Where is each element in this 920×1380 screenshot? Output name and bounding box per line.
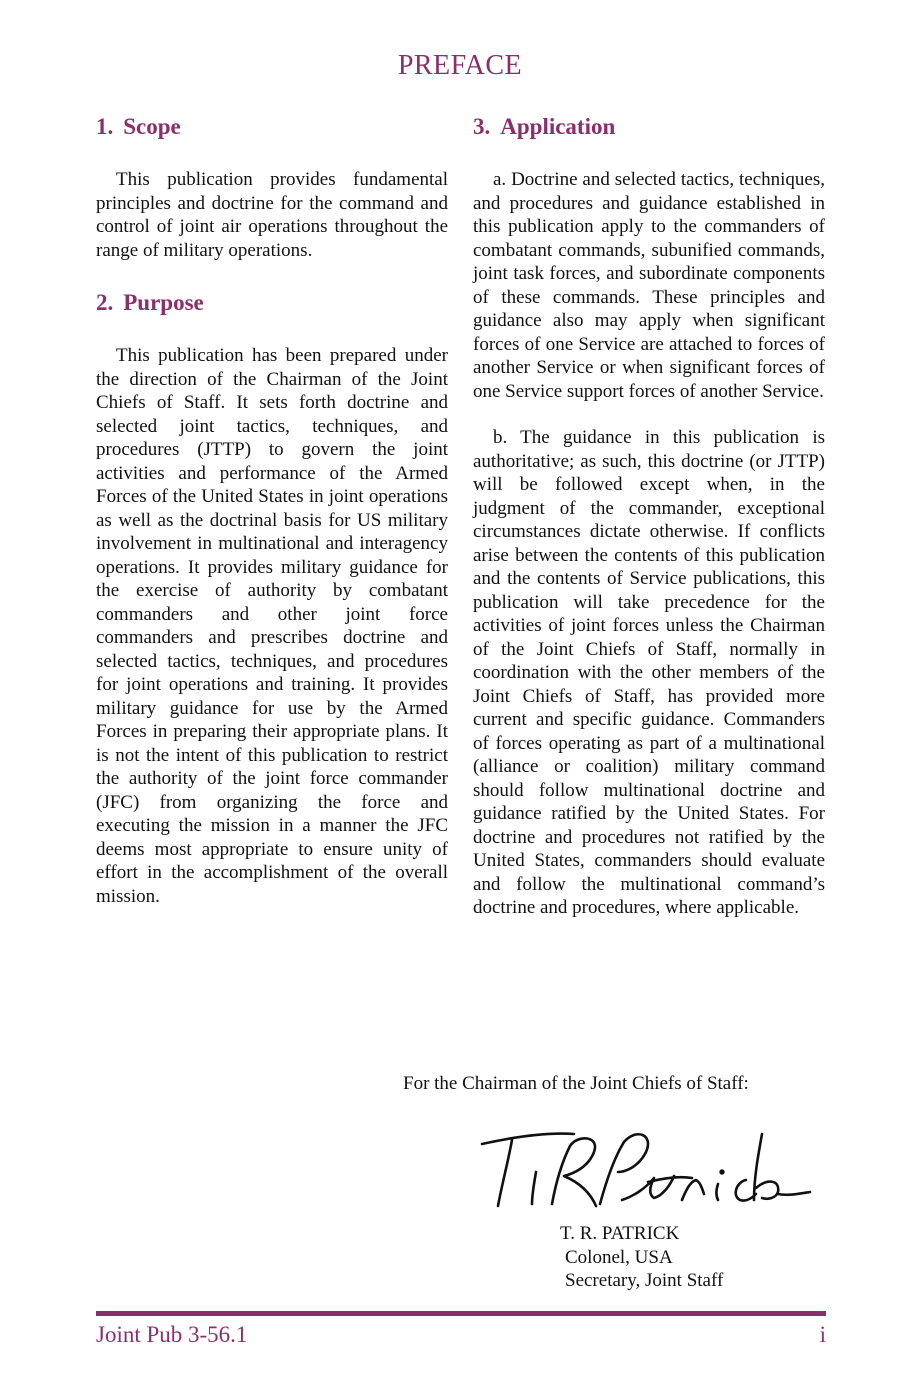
scope-paragraph: This publication provides fundamental principles and doctrine for the command and control of joint air operations throughout the range of military operations. <box>96 169 448 261</box>
signer-name: T. R. PATRICK <box>560 1223 680 1244</box>
application-paragraph-b: b. The guidance in this publication is authoritative; as such, this doctrine (or JTTP) will be followed except when, in the judgment of the commander, exceptional circumstances dictate otherwise. If conflicts arise between the contents of this publication and the contents of Service publications, this publication will take precedence for the activities of joint forces unless the Chairman of the Joint Chiefs of Staff, normally in coordination with the other members of the Joint Chiefs of Staff, has provided more current and specific guidance. Commanders of forces operating as part of a multinational (alliance or coalition) military command should follow multinational doctrine and guidance ratified by the United States. For doctrine and procedures not ratified by the United States, commanders should evaluate and follow the multinational command’s doctrine and procedures, where applicable. <box>473 427 825 918</box>
signature-image <box>478 1122 813 1214</box>
footer-page-number: i <box>819 1322 826 1347</box>
scope-number: 1. <box>96 114 114 139</box>
purpose-number: 2. <box>96 290 114 315</box>
purpose-heading <box>96 288 448 318</box>
application-heading <box>473 112 825 142</box>
footer-divider <box>96 1311 826 1316</box>
signature-intro: For the Chairman of the Joint Chiefs of Staff: <box>403 1073 749 1094</box>
purpose-paragraph: This publication has been prepared under the direction of the Chairman of the Joint Chiefs of Staff. It sets forth doctrine and selected joint tactics, techniques, and procedures (JTTP) to govern the joint activities and performance of the Armed Forces of the United States in joint operations as well as the doctrinal basis for US military involvement in multinational and interagency operations. It provides military guidance for the exercise of authority by combatant commanders and other joint force commanders and prescribes doctrine and selected tactics, techniques, and procedures for joint operations and training. It provides military guidance for use by the Armed Forces in preparing their appropriate plans. It is not the intent of this publication to restrict the authority of the joint force commander (JFC) from organizing the force and executing the mission in a manner the JFC deems most appropriate to ensure unity of effort in the accomplishment of the overall mission. <box>96 345 448 907</box>
page-title: PREFACE <box>397 50 523 81</box>
right-column <box>473 112 825 920</box>
signer-position: Secretary, Joint Staff <box>565 1270 724 1291</box>
application-title: Application <box>500 114 616 139</box>
footer-publication: Joint Pub 3-56.1 <box>96 1322 248 1347</box>
signer-block <box>560 1222 723 1293</box>
left-column <box>96 112 448 908</box>
purpose-title: Purpose <box>123 290 204 315</box>
application-paragraph-a: a. Doctrine and selected tactics, techniques, and procedures and guidance established in this publication apply to the commanders of combatant commands, subunified commands, joint task forces, and subordinate components of these commands. These principles and guidance also may apply when significant forces of one Service are attached to forces of another Service or when significant forces of one Service support forces of another Service. <box>473 169 825 402</box>
application-number: 3. <box>473 114 491 139</box>
scope-title: Scope <box>123 114 181 139</box>
scope-heading <box>96 112 448 142</box>
signer-rank: Colonel, USA <box>565 1246 673 1268</box>
